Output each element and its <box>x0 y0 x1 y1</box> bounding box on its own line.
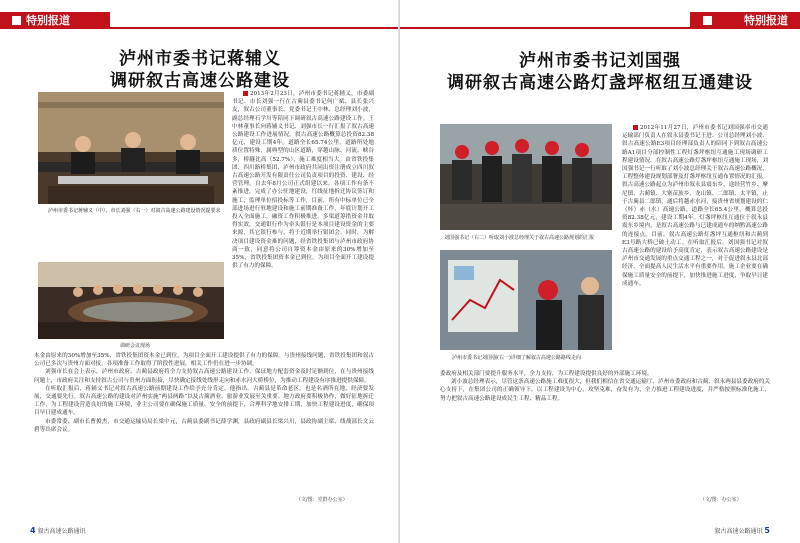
article-body-full <box>440 370 770 440</box>
page-number: 5 <box>764 526 770 535</box>
title-line-2: 调研叙古高速公路建设 <box>110 71 290 91</box>
section-label: 特别报道 <box>26 14 70 27</box>
paragraph-marker-icon <box>633 125 638 130</box>
title-line-2: 调研叙古高速公路灯盏坪枢纽互通建设 <box>447 73 753 93</box>
article-body-column <box>622 124 768 366</box>
photo-caption-1: 泸州市委书记蒋辅义（中）、市长刘强（右一）对叙古高速公路建设情况提要求 <box>48 208 221 214</box>
section-label: 特别报道 <box>744 14 788 27</box>
body-paragraph-1: 本金由原来的30%增加至35%，省铁投集团资本金已到位，为项目全面开工建设提供了有力的保障。与贵州接线问题，省铁投集团和叙古公司已多次与贵州方面对接，各项准备工作取得了阶段性进展，相关工作仍在进一步协调。 <box>34 353 374 368</box>
body-paragraph-2: 刘小波总经理表示，尽管这条高速公路施工难度很大，但我们相信在省交通运输厅、泸州市委政府和古蔺、叙永两县县委政府的关心支持下，在集团公司的正确领导下，以工程建设为中心，攻坚克难，奋发有为，全力推进工程建设进度，并严格按照标准化施工，努力把叙古高速公路建设成民生工程、精品工程。 <box>440 379 770 402</box>
body-paragraph-column: 2013年2月23日，泸州市委书记蒋辅义，市委副书记、市长刘强一行在古蔺县委书记何广斌、县长张兴友，叙古公司董事长、党委书记王中林、总经理刘小波，副总经理石学川等陪同下调研叙古高速公路建设工作。王中林董事长向蒋辅义书记、刘强市长一行汇报了叙古高速公路建设工作进展情况。叙古高速公路概算总投资82.38亿元，建设工期4年。道路全长65.74公里，道路所处地质位置特殊，属典型的山区道路，穿越山脉、河流、峡谷多，桥隧比高（52.7%），施工难度相当大。由省铁投集团、四川路桥集团、泸州市政府共同出资注册成立四川叙古高速公路开发有限责任公司负责项目的投资、建设、经营管理。自去年8月公司正式组建以来，各项工作有条不紊推进，完成了办公驻地建设，红线征地拆迁协议签订和施工，监理单位招投标等工作，目前，所有中标单位已全部进场进行驻地建设和施工前期准备工作，年底计划开工投入全面施工。融资工作积极推进，多渠道筹措资金并取得实效，交通银行作为牵头银行是本项目建设资金的主要来源，其它银行参与，将于近期举行银团会。同时，为解决项目建设资金难的问题，经省铁投集团与泸州市政府协商一致，同意将公司自筹资本金由原来的30%增加至35%，省铁投集团资本金已到位，为项目全面开工建设提供了有力的保障。 <box>232 91 374 270</box>
section-marker-icon <box>12 16 21 25</box>
meeting-photo <box>38 92 224 204</box>
site-visit-photo-image <box>440 124 612 230</box>
page-folio <box>30 526 86 535</box>
section-marker-icon <box>703 16 712 25</box>
title-line-1: 泸州市委书记刘国强 <box>519 51 681 71</box>
paragraph-marker-icon <box>243 91 248 96</box>
photo-caption-1: 刘国强书记（右二）听取刘小波总经理关于叙古高速公路规划的汇报 <box>444 235 595 241</box>
body-paragraph-1: 委政府及相关部门要提升服务水平，全力支持，为工程建设提供良好的外部施工环境。 <box>440 371 653 377</box>
page-folio <box>714 526 770 535</box>
section-header-line <box>400 27 800 29</box>
body-paragraph-4: 市委常委、副市长曹俊杰，市交通运输局局长梁中元，古蔺县委副书记薛学渊，县政府副县长梁兴川，县政协副主席、线战部长文云碧等出席会议。 <box>34 418 374 433</box>
article-title <box>0 48 400 92</box>
title-line-1: 泸州市委书记蒋辅义 <box>119 49 281 69</box>
conference-photo <box>38 262 224 339</box>
article-author: （文/图：办公室） <box>700 497 742 503</box>
map-inspection-photo <box>440 250 612 350</box>
body-paragraph-2: 刘强市长在会上表示，泸州市政府、古蔺县政府将全力支持叙古高速公路建设工作，保证地方配套资金及时足额到位，在与贵州接线问题上，市政府关注和支持叙古公司与贵州方面衔接，尽快确定接线处线形走向和赤水河大桥桥位，为推动工程建设有序推进提供保障。 <box>34 369 374 384</box>
conference-photo-image <box>38 262 224 339</box>
article-author: （文/图：党群办公室） <box>296 497 348 503</box>
right-page <box>400 0 800 543</box>
meeting-photo-image <box>38 92 224 204</box>
site-visit-photo <box>440 124 612 230</box>
article-body-column <box>232 90 374 348</box>
map-inspection-photo-image <box>440 250 612 350</box>
body-paragraph-column: 2012年11月27日，泸州市委书记刘国强率市交通运输部门负责人在叙永县委书记王进、公司总经理刘小波、叙古高速公路E3项目经理部负责人的陪同下到叙古高速公路A1项目分部控制性工程灯盏坪枢纽互通施工现场调研工程建设情况。在叙古高速公路灯盏坪枢纽互通施工现场，刘国强书记一行听取了刘小波总经理关于叙古高速公路概况、工程整体建设规划部署及灯盏坪枢纽互通布置情况的汇报。叙古高速公路起点为泸州市叙永县震东乡，途经营竹乡、摩尼镇、古蔺镇、大寨苗族乡、龙山镇、二郎镇、太平镇，止于古蔺县二郎镇，通后将越赤水河，接贵州省规划建设的仁（怀）赤（水）高速公路，道路全长65.4公里，概算总投资82.38亿元，建设工期4年。灯盏坪枢纽互通位于叙永县震东乡境内，是叙古高速公路与已建成通车的纳黔高速公路的连接点。目前，叙古高速公路灯盏坪互通枢纽和古蔺到E3号路大桥已破土动工。在听取汇报后，刘国强书记对叙古高速公路的建设给予高度肯定，表示叙古高速公路建设是泸州市交通发展的重点交通工程之一，对于促进叙永县北部经济、全面提高人民生活水平有重要作用。施工企业要在确保施工质量安全的前提下，加快推进施工进度，争取早日建成通车。 <box>622 125 768 287</box>
photo-caption-2: 调研会议现场 <box>120 343 151 349</box>
article-title <box>400 50 800 94</box>
page-number: 4 <box>30 526 36 535</box>
photo-caption-2: 泸州市委书记刘国强(右一)详细了解叙古高速公路路线走向 <box>452 355 581 361</box>
publication-name: 叙古高速公路通讯 <box>37 528 86 535</box>
publication-name: 叙古高速公路通讯 <box>714 528 763 535</box>
body-paragraph-3: 在听取汇报后，蒋辅义书记对叙古高速公路前期建设工作给予充分肯定。他指出，古蔺县是革命老区，也是名酒所在地，经济要发展，交通要先行。叙古高速公路的建设对泸州实施“两县两路”以及古蔺酒业、旅游业发展至关重要。地方政府要积极协作，做好征地拆迁工作，为工程建设营造良好的施工环境，业主公司要在确保施工质量、安全的前提下，合理科学地安排工期，加快工程建设进度，确保项目早日建成通车。 <box>34 385 374 417</box>
article-body-full <box>34 352 374 490</box>
